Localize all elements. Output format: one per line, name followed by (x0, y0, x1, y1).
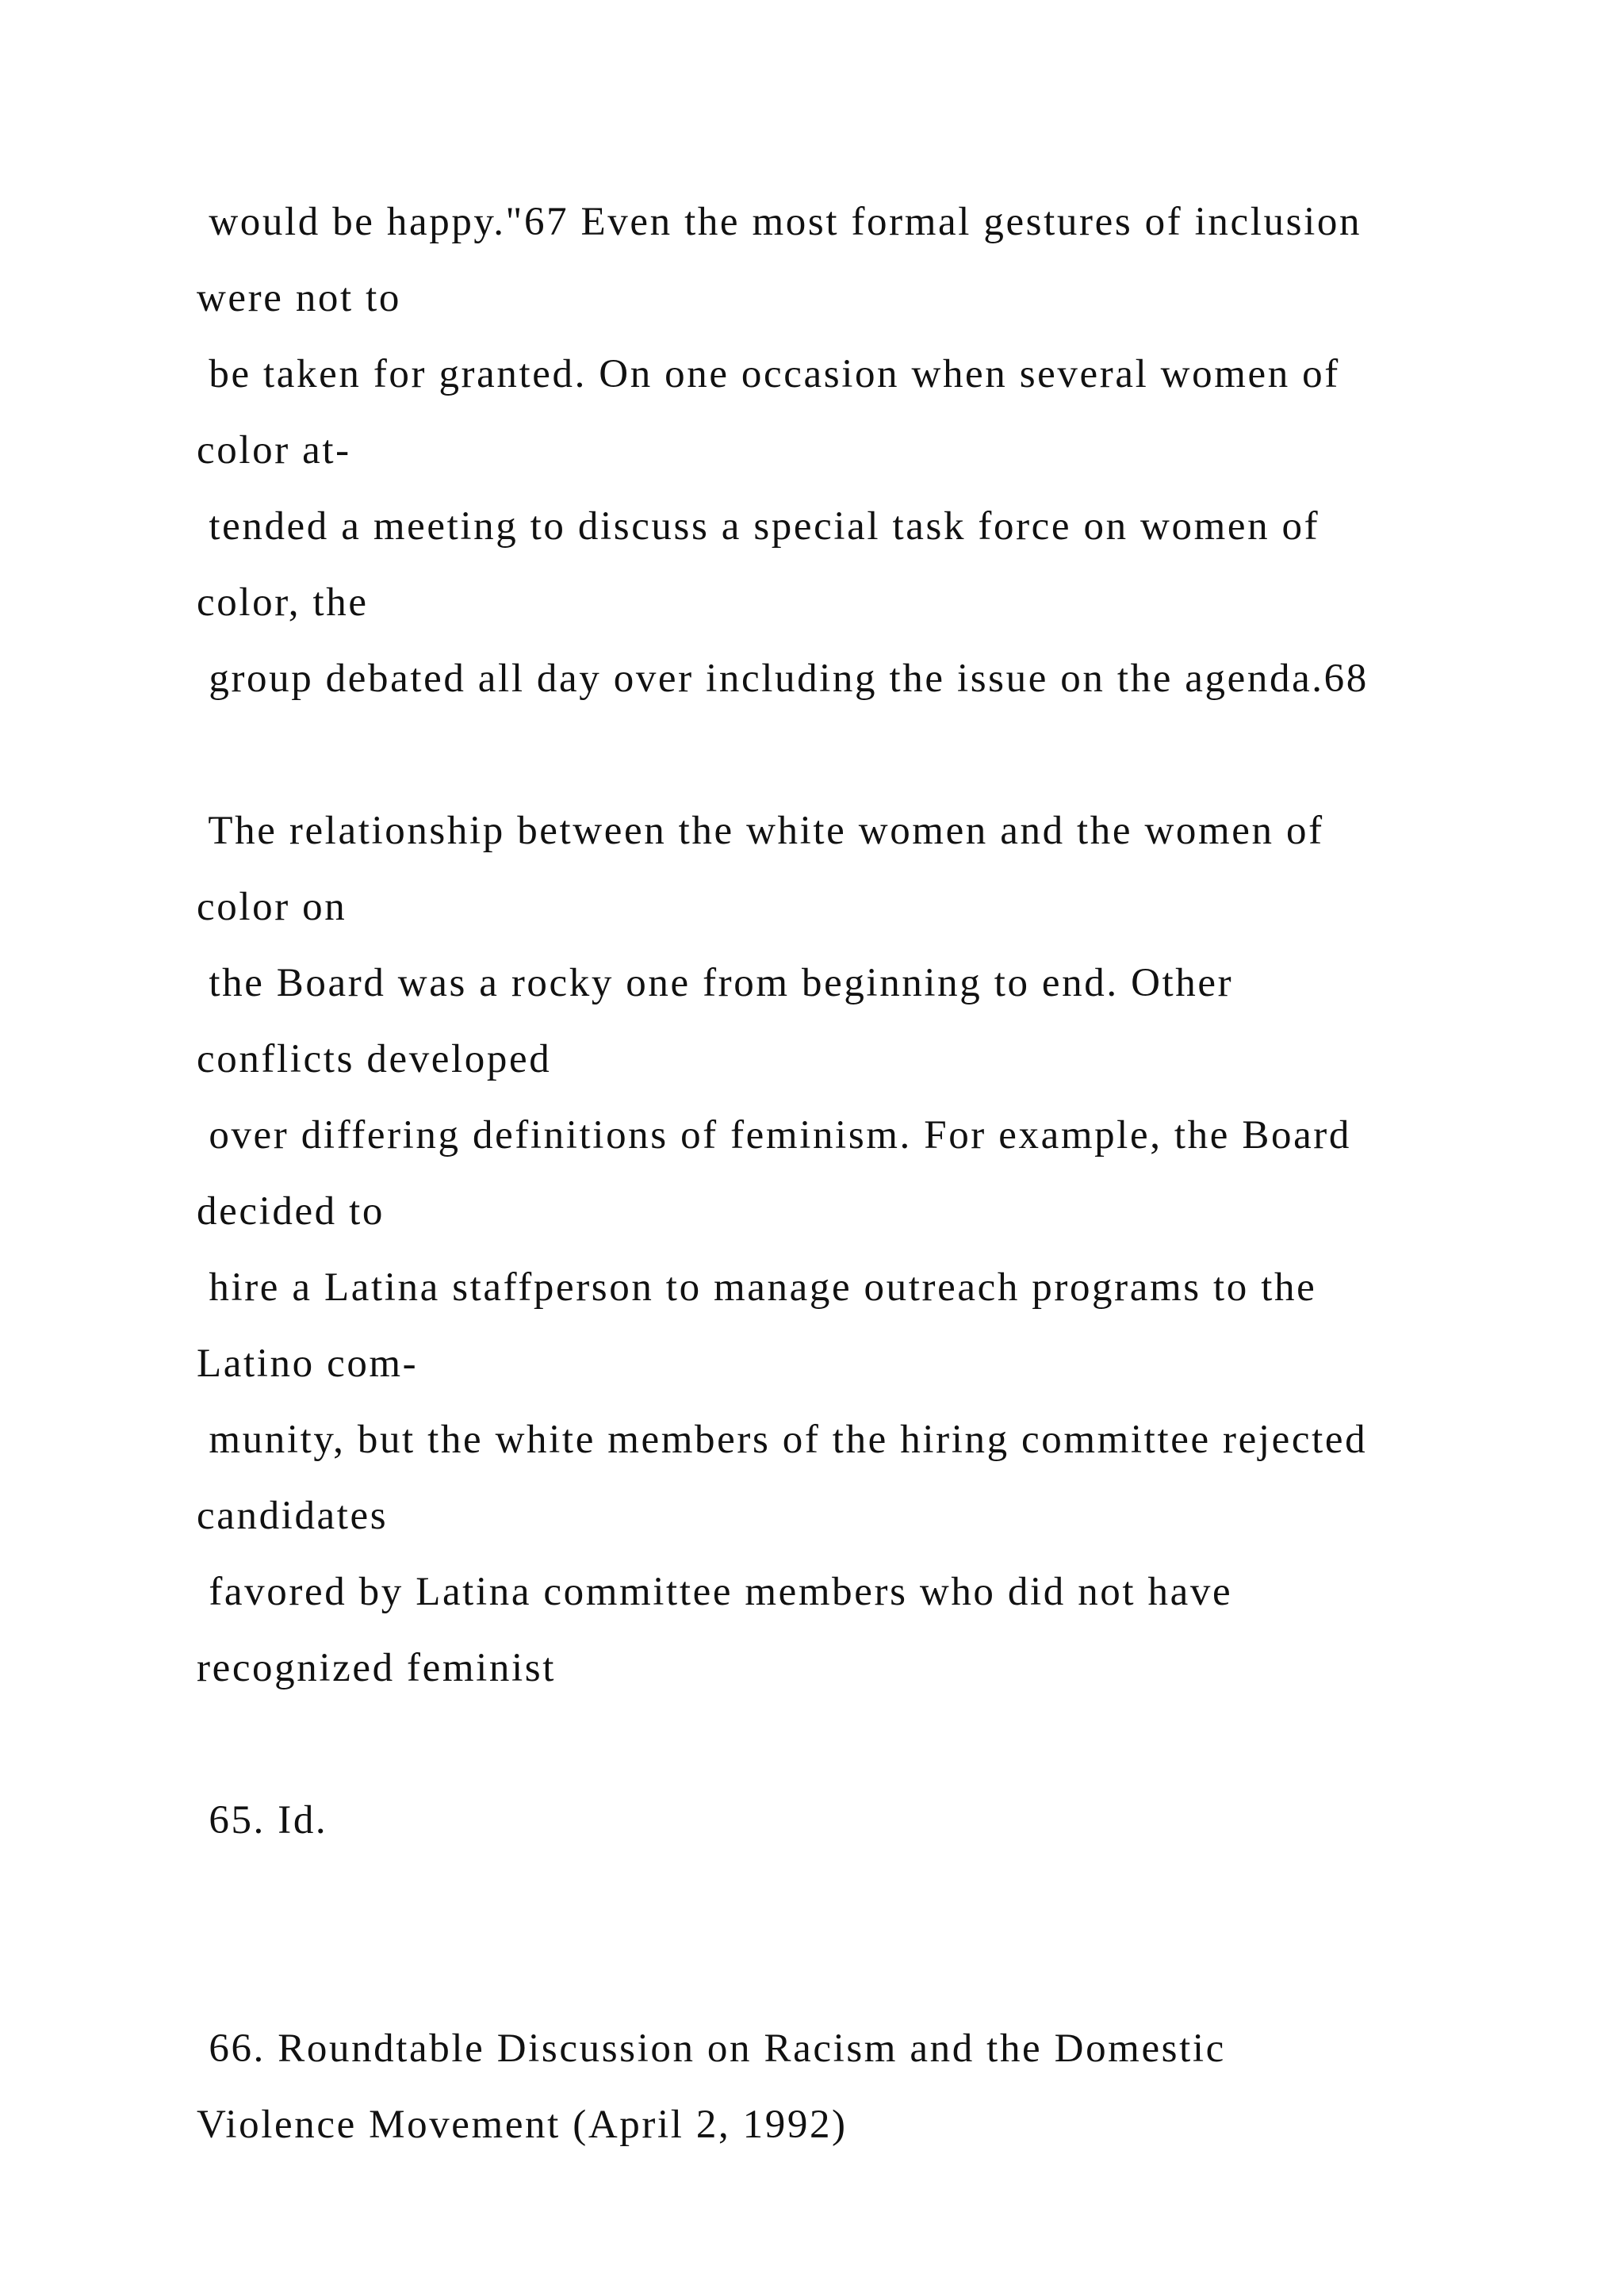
text-line: the Board was a rocky one from beginning to end. Other (197, 961, 1234, 1005)
footnote-66: 66. Roundtable Discussion on Racism and the Domestic (197, 2026, 1226, 2071)
text-line: conflicts developed (197, 1037, 552, 1081)
text-line: be taken for granted. On one occasion when several women of (197, 352, 1340, 396)
text-line: hire a Latina staffperson to manage outreach programs to the (197, 1265, 1317, 1310)
document-body (197, 184, 1545, 2163)
text-line: candidates (197, 1494, 389, 1538)
footnote-65: 65. Id. (197, 1798, 328, 1843)
text-line: The relationship between the white women and the women of (197, 809, 1324, 853)
text-line: color on (197, 885, 347, 929)
text-line: decided to (197, 1189, 385, 1234)
footnote-66-continued: Violence Movement (April 2, 1992) (197, 2103, 848, 2147)
text-line: munity, but the white members of the hiring committee rejected (197, 1418, 1368, 1462)
text-line: recognized feminist (197, 1646, 556, 1690)
text-line: color at- (197, 428, 351, 473)
text-line: color, the (197, 580, 369, 625)
text-line: would be happy."67 Even the most formal gestures of inclusion (197, 200, 1362, 244)
text-line: over differing definitions of feminism. For example, the Board (197, 1113, 1351, 1158)
blank-line (197, 1858, 1545, 1934)
text-line: tended a meeting to discuss a special task force on women of (197, 504, 1320, 549)
blank-line (197, 1706, 1545, 1782)
text-line: group debated all day over including the issue on the agenda.68 (197, 656, 1369, 701)
blank-line (197, 717, 1545, 793)
text-line: favored by Latina committee members who did not have (197, 1570, 1233, 1614)
text-line: Latino com- (197, 1341, 419, 1386)
blank-line (197, 1934, 1545, 2011)
text-line: were not to (197, 276, 402, 320)
